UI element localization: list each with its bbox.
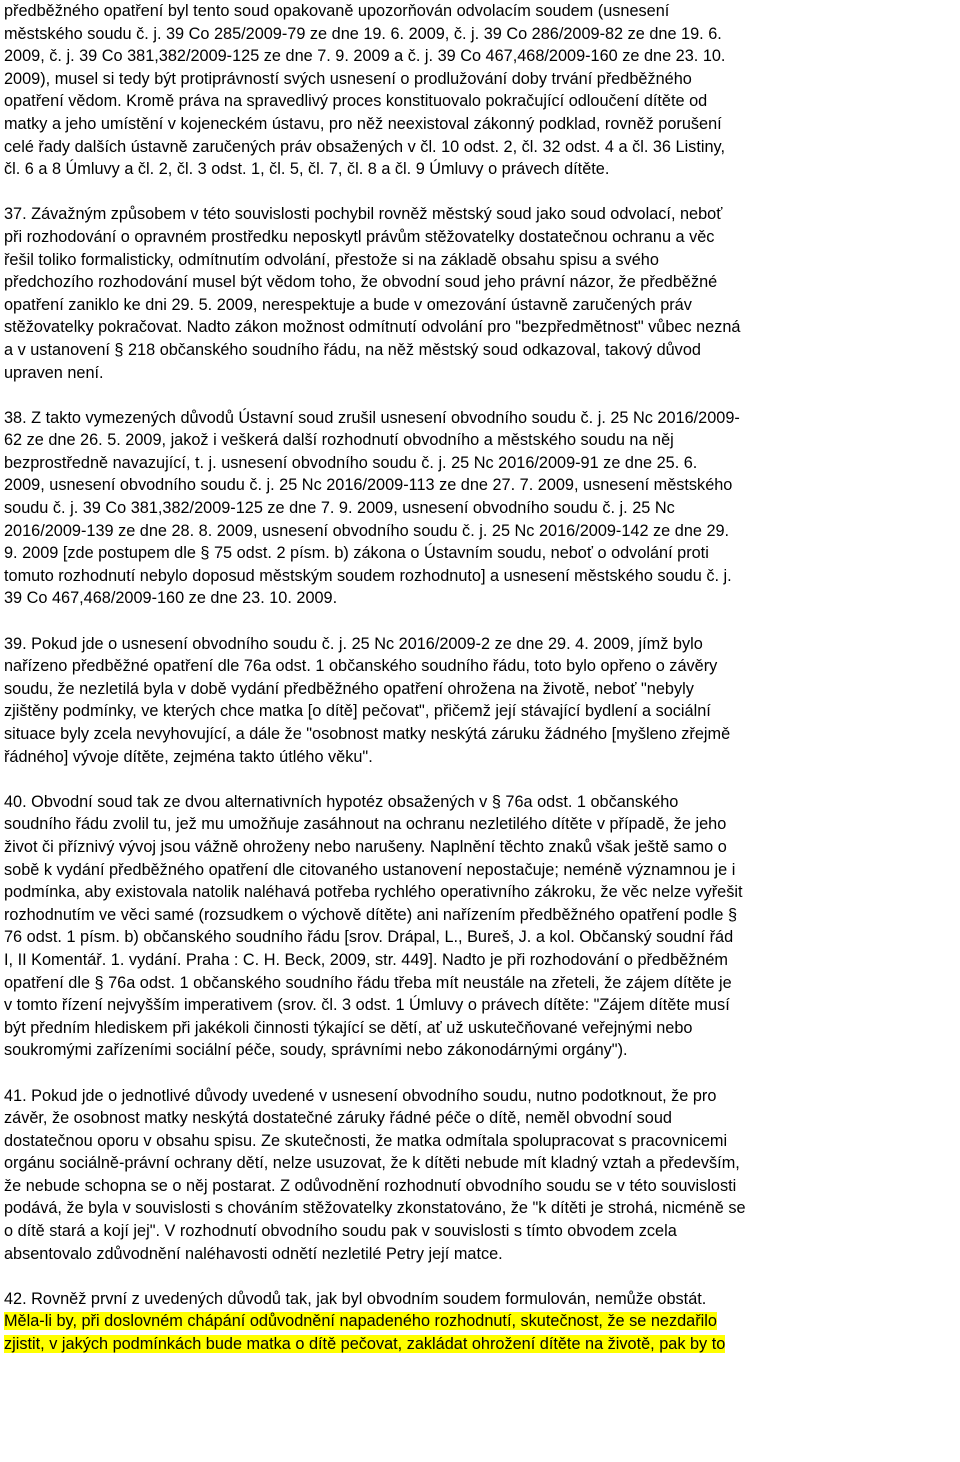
text-line: 76 odst. 1 písm. b) občanského soudního řádu [srov. Drápal, L., Bureš, J. a kol. Občanský soudní řád [4,928,734,947]
text-line: opatření zaniklo ke dni 29. 5. 2009, nerespektuje a bude v omezování ústavně zaručených práv [4,295,692,314]
text-line: dostatečnou oporu v obsahu spisu. Ze skutečnosti, že matka odmítala spolupracovat s pracovnicemi [4,1131,728,1150]
paragraph-37 [4,203,956,384]
paragraph-41 [4,1085,956,1266]
text-line: předběžného opatření byl tento soud opakovaně upozorňován odvolacím soudem (usnesení [4,2,670,20]
text-line: 41. Pokud jde o jednotlivé důvody uvedené v usnesení obvodního soudu, nutno podotknout, že pro [4,1086,717,1105]
text-line: a v ustanovení § 218 občanského soudního řádu, na něž městský soud odkazoval, takový důvod [4,340,701,359]
text-line: v tomto řízení nejvyšším imperativem (srov. čl. 3 odst. 1 Úmluvy o právech dítěte: "Zájem dítěte musí [4,996,730,1015]
text-line: podmínka, aby existovala natolik naléhavá potřeba rychlého operativního zákroku, že věc nelze vyřešit [4,883,743,902]
text-line: opatření dle § 76a odst. 1 občanského soudního řádu třeba mít neustále na zřeteli, že zájem dítěte je [4,973,732,992]
text-line: 2009, č. j. 39 Co 381,382/2009-125 ze dne 7. 9. 2009 a č. j. 39 Co 467,468/2009-160 ze dne 23. 10. [4,47,726,66]
text-line: 9. 2009 [zde postupem dle § 75 odst. 2 písm. b) zákona o Ústavním soudu, neboť o odvolání proti [4,544,709,563]
text-line: opatření vědom. Kromě práva na spravedlivý proces konstituovalo pokračující odloučení dítěte od [4,92,708,111]
text-line: městského soudu č. j. 39 Co 285/2009-79 ze dne 19. 6. 2009, č. j. 39 Co 286/2009-82 ze dne 19. 6. [4,24,722,43]
text-line: být předním hlediskem při jakékoli činnosti týkající se dětí, ať už uskutečňované veřejnými nebo [4,1018,693,1037]
text-line: sobě k vydání předběžného opatření dle citovaného ustanovení nepostačuje; neméně významnou je i [4,860,736,879]
text-line: rozhodnutím ve věci samé (rozsudkem o výchově dítěte) ani nařízením předběžného opatření podle § [4,905,738,924]
highlight-mark: Měla-li by, při doslovném chápání odůvodnění napadeného rozhodnutí, skutečnost, že se nezdařilo [4,1312,717,1331]
text-line: život či příznivý vývoj jsou vážně ohroženy nebo narušeny. Naplnění těchto znaků však ještě samo o [4,837,727,856]
text-line: 39. Pokud jde o usnesení obvodního soudu č. j. 25 Nc 2016/2009-2 ze dne 29. 4. 2009, jímž bylo [4,634,703,653]
text-line: I, II Komentář. 1. vydání. Praha : C. H. Beck, 2009, str. 449]. Nadto je při rozhodování o předběžném [4,950,728,969]
text-line: řešil toliko formalisticky, odmítnutím odvolání, přestože si na základě obsahu spisu a svého [4,250,659,269]
text-line: 40. Obvodní soud tak ze dvou alternativních hypotéz obsažených v § 76a odst. 1 občanského [4,792,679,811]
text-line: závěr, že osobnost matky neskýtá dostatečné záruky řádné péče o dítě, neměl obvodní soud [4,1109,672,1128]
text-line: při rozhodování o opravném prostředku neposkytl právům stěžovatelky dostatečnou ochranu a věc [4,227,715,246]
text-line: čl. 6 a 8 Úmluvy a čl. 2, čl. 3 odst. 1, čl. 5, čl. 7, čl. 8 a čl. 9 Úmluvy o právech dítěte. [4,160,610,179]
paragraph-40 [4,791,956,1062]
paragraph-38 [4,407,956,610]
text-line: stěžovatelky pokračovat. Nadto zákon možnost odmítnutí odvolání pro "bezpředmětnost" vůbec nezná [4,318,741,337]
document-page [4,0,956,1356]
text-line: 62 ze dne 26. 5. 2009, jakož i veškerá další rozhodnutí obvodního a městského soudu na něj [4,431,674,450]
text-line: řádného] vývoje dítěte, zejména takto útlého věku". [4,747,373,766]
text-line: zjištěny podmínky, ve kterých chce matka [o dítě] pečovat", přičemž její stávající bydlení a sociální [4,702,711,721]
text-line: 37. Závažným způsobem v této souvislosti pochybil rovněž městský soud jako soud odvolací, neboť [4,205,723,224]
text-line: 2016/2009-139 ze dne 28. 8. 2009, usnesení obvodního soudu č. j. 25 Nc 2016/2009-142 ze dne 29. [4,521,730,540]
text-line: soudního řádu zvolil tu, jež mu umožňuje zasáhnout na ochranu nezletilého dítěte v případě, že jeho [4,815,727,834]
text-line: soukromými zařízeními sociální péče, soudy, správními nebo zákonodárnými orgány"). [4,1041,628,1060]
text-line: 2009), musel si tedy být protiprávností svých usnesení o prodlužování doby trvání předběžného [4,69,692,88]
text-line: celé řady dalších ústavně zaručených práv obsažených v čl. 10 odst. 2, čl. 32 odst. 4 a čl. 36 Listiny, [4,137,725,156]
text-line: 42. Rovněž první z uvedených důvodů tak, jak byl obvodním soudem formulován, nemůže obstát. [4,1289,707,1308]
text-line: situace byly zcela nevyhovující, a dále že "osobnost matky neskýtá záruku žádného [myšleno zřejmě [4,725,731,743]
text-line: absentovalo zdůvodnění naléhavosti odnětí nezletilé Petry její matce. [4,1244,503,1263]
text-line: podává, že byla v souvislosti s chováním stěžovatelky zkonstatováno, že "k dítěti je strohá, nicméně se [4,1199,746,1218]
text-line: matky a jeho umístění v kojeneckém ústavu, pro něž neexistoval zákonný podklad, rovněž porušení [4,114,722,133]
text-line: orgánu sociálně-právní ochrany dětí, nelze usuzovat, že k dítěti nebude mít kladný vztah a především, [4,1154,740,1173]
text-line: bezprostředně navazující, t. j. usnesení obvodního soudu č. j. 25 Nc 2016/2009-91 ze dne 25. 6. [4,453,698,472]
text-line: tomuto rozhodnutí nebylo doposud městským soudem rozhodnuto] a usnesení městského soudu č. j. [4,566,732,585]
text-line: nařízeno předběžné opatření dle 76a odst. 1 občanského soudního řádu, toto bylo opřeno o závěry [4,657,718,676]
text-line: že nebude schopna se o něj postarat. Z odůvodnění rozhodnutí obvodního soudu se v této souvislosti [4,1176,737,1195]
paragraph-42 [4,1288,956,1356]
text-line: 38. Z takto vymezených důvodů Ústavní soud zrušil usnesení obvodního soudu č. j. 25 Nc 2016/2009- [4,408,740,427]
paragraph-39 [4,633,956,769]
text-line: o dítě stará a kojí jej". V rozhodnutí obvodního soudu pak v souvislosti s tímto obvodem zcela [4,1222,677,1241]
highlighted-text-line [4,1310,956,1333]
highlight-mark: zjistit, v jakých podmínkách bude matka o dítě pečovat, zakládat ohrožení dítěte na životě, pak by to [4,1335,726,1354]
text-line: soudu č. j. 39 Co 381,382/2009-125 ze dne 7. 9. 2009, usnesení obvodního soudu č. j. 25 Nc [4,499,675,518]
highlighted-text-line [4,1333,956,1356]
paragraph-36-continuation [4,0,956,181]
text-line: předchozího rozhodování musel být vědom toho, že obvodní soud jeho právní názor, že předběžné [4,273,718,292]
text-line: 39 Co 467,468/2009-160 ze dne 23. 10. 2009. [4,589,338,608]
text-line: soudu, že nezletilá byla v době vydání předběžného opatření ohrožena na životě, neboť "nebyly [4,679,694,698]
text-line: 2009, usnesení obvodního soudu č. j. 25 Nc 2016/2009-113 ze dne 27. 7. 2009, usnesení městského [4,476,733,495]
text-line: upraven není. [4,363,104,382]
